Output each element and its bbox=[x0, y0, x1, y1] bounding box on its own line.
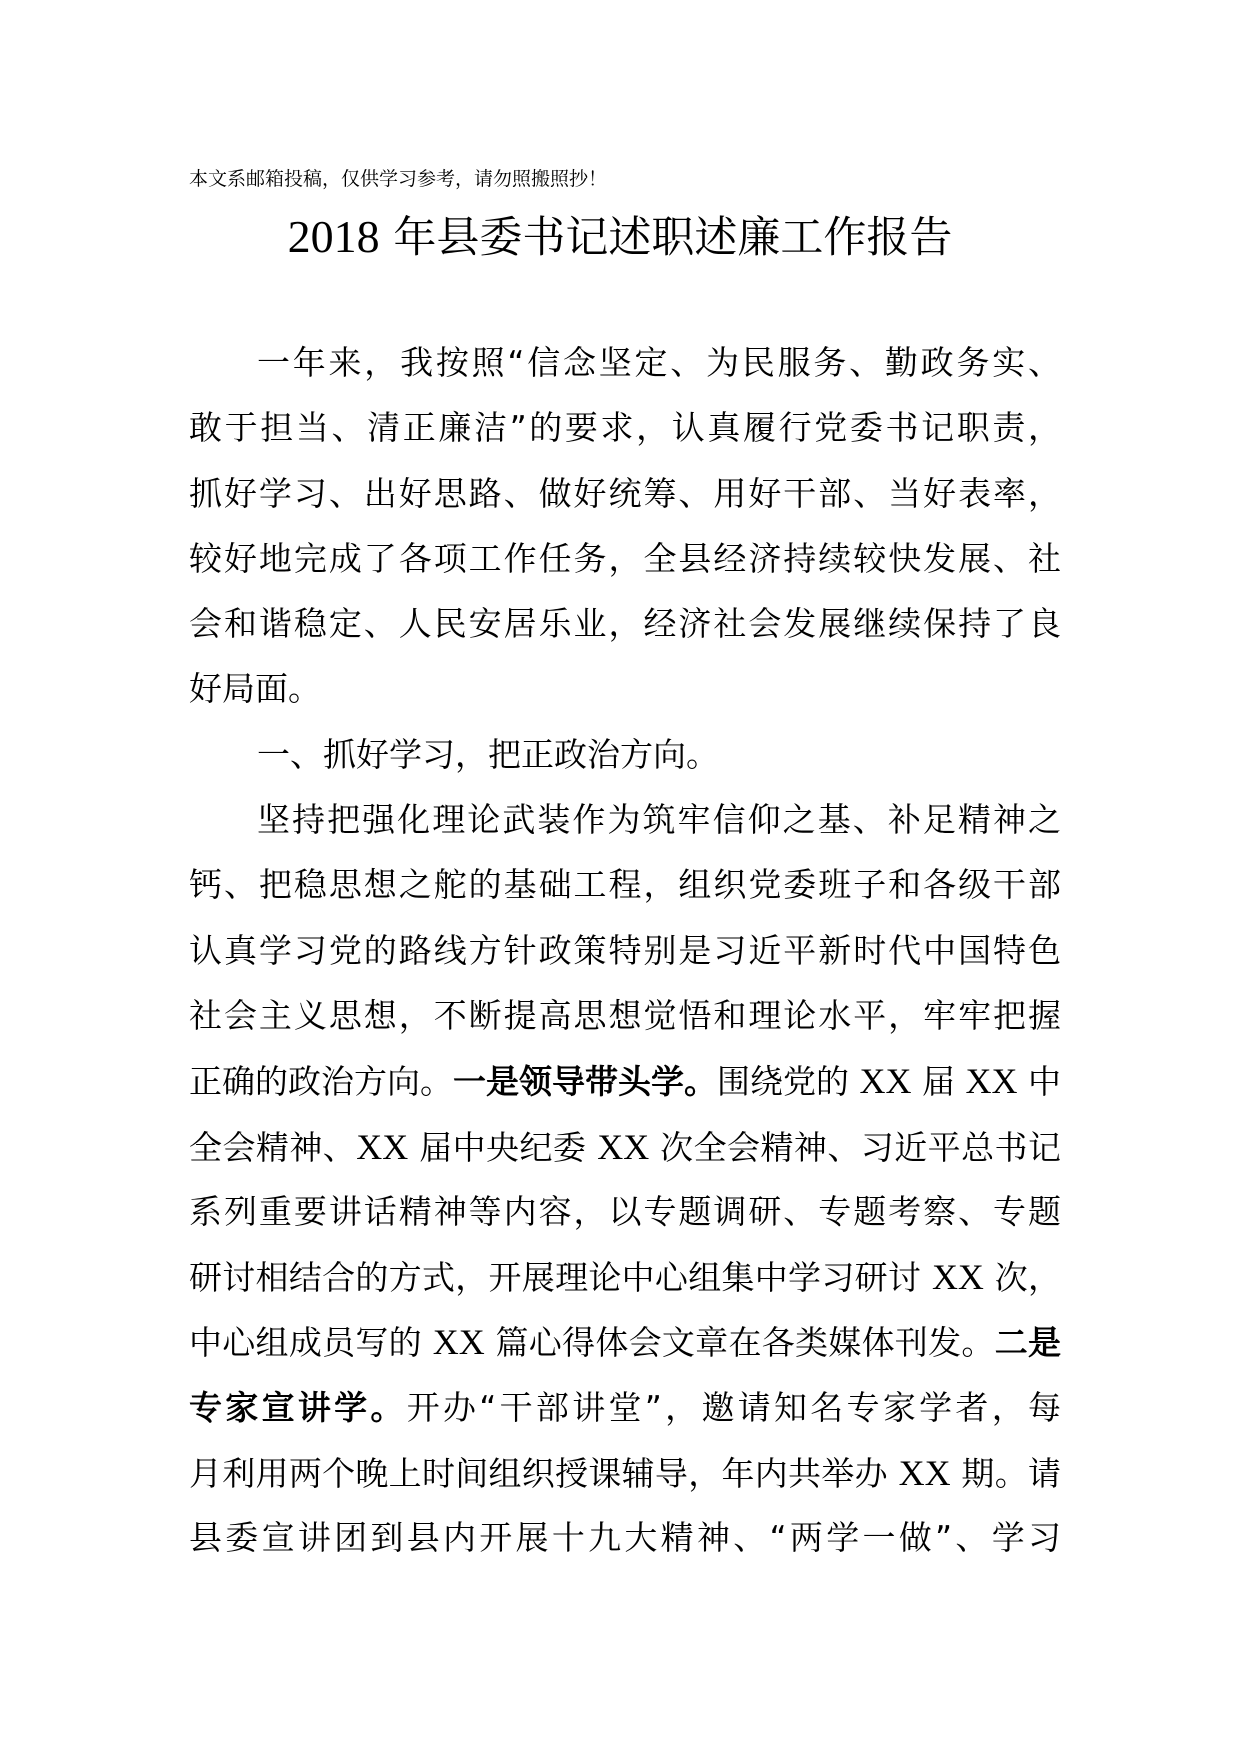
text-line bbox=[189, 597, 1061, 662]
text-line bbox=[189, 728, 1061, 793]
text-segment: XX bbox=[931, 1257, 984, 1298]
text-segment: XX bbox=[965, 1061, 1018, 1102]
text-segment: XX bbox=[859, 1061, 912, 1102]
text-segment: 围绕党的 bbox=[717, 1062, 860, 1102]
text-segment: 月利用两个晚上时间组织授课辅导，年内共举办 bbox=[189, 1454, 899, 1494]
text-segment: 正确的政治方向。 bbox=[189, 1062, 454, 1102]
text-segment: 全会精神、 bbox=[189, 1127, 357, 1167]
text-segment: 届 bbox=[911, 1062, 966, 1102]
title-year: 2018 bbox=[287, 211, 380, 262]
text-segment: XX bbox=[432, 1322, 485, 1363]
text-segment: 研讨相结合的方式，开展理论中心组集中学习研讨 bbox=[189, 1258, 932, 1298]
text-segment: 认真学习党的路线方针政策特别是习近平新时代中国特色 bbox=[189, 930, 1061, 970]
text-segment: 会和谐稳定、人民安居乐业，经济社会发展继续保持了良 bbox=[189, 604, 1061, 644]
text-segment: 抓好学习、出好思路、做好统筹、用好干部、当好表率， bbox=[189, 473, 1061, 513]
text-segment: 坚持把强化理论武装作为筑牢信仰之基、补足精神之 bbox=[257, 800, 1061, 840]
text-segment: XX bbox=[356, 1126, 409, 1167]
text-line bbox=[189, 1381, 1061, 1446]
text-segment: XX bbox=[898, 1453, 951, 1494]
text-segment: 届中央纪委 bbox=[408, 1127, 598, 1167]
text-segment: 一、抓好学习，把正政治方向。 bbox=[257, 734, 719, 774]
title-text: 年县委书记述职述廉工作报告 bbox=[393, 213, 953, 263]
text-segment: 敢于担当、清正廉洁”的要求，认真履行党委书记职责， bbox=[189, 408, 1061, 448]
text-segment: 期。请 bbox=[950, 1454, 1061, 1494]
text-segment: 钙、把稳思想之舵的基础工程，组织党委班子和各级干部 bbox=[189, 865, 1061, 905]
text-line bbox=[189, 1250, 1061, 1315]
text-line bbox=[189, 1120, 1061, 1185]
bold-text: 专家宣讲学。 bbox=[189, 1387, 407, 1427]
text-segment: 系列重要讲话精神等内容，以专题调研、专题考察、专题 bbox=[189, 1191, 1061, 1231]
text-line bbox=[189, 467, 1061, 532]
text-line bbox=[189, 793, 1061, 858]
text-line bbox=[189, 401, 1061, 466]
text-segment: 中心组成员写的 bbox=[189, 1323, 433, 1363]
text-line bbox=[189, 924, 1061, 989]
bold-text: 一是领导带头学。 bbox=[453, 1062, 718, 1102]
text-line bbox=[189, 1446, 1061, 1511]
text-line bbox=[189, 336, 1061, 401]
text-segment: 社会主义思想，不断提高思想觉悟和理论水平，牢牢把握 bbox=[189, 995, 1061, 1035]
text-line bbox=[189, 858, 1061, 923]
source-notice: 本文系邮箱投稿，仅供学习参考，请勿照搬照抄！ bbox=[189, 168, 608, 190]
text-segment: XX bbox=[597, 1126, 650, 1167]
text-segment: 一年来，我按照“信念坚定、为民服务、勤政务实、 bbox=[257, 343, 1061, 382]
text-line bbox=[189, 1511, 1061, 1576]
text-segment: 好局面。 bbox=[189, 669, 321, 709]
bold-text: 二是 bbox=[994, 1323, 1061, 1363]
text-segment: 开办“干部讲堂”，邀请知名专家学者，每 bbox=[406, 1387, 1061, 1427]
text-segment: 较好地完成了各项工作任务，全县经济持续较快发展、社 bbox=[189, 538, 1061, 578]
text-segment: 次全会精神、习近平总书记 bbox=[649, 1127, 1061, 1167]
text-segment: 次， bbox=[983, 1258, 1061, 1298]
text-line bbox=[189, 989, 1061, 1054]
document-body bbox=[189, 336, 1061, 1577]
text-segment: 篇心得体会文章在各类媒体刊发。 bbox=[484, 1323, 995, 1363]
text-line bbox=[189, 1315, 1061, 1380]
text-line bbox=[189, 1054, 1061, 1119]
document-title bbox=[0, 204, 1240, 265]
text-line bbox=[189, 532, 1061, 597]
text-segment: 中 bbox=[1017, 1062, 1062, 1102]
text-line bbox=[189, 662, 1061, 727]
text-segment: 县委宣讲团到县内开展十九大精神、“两学一做”、学习 bbox=[189, 1518, 1061, 1558]
text-line bbox=[189, 1185, 1061, 1250]
